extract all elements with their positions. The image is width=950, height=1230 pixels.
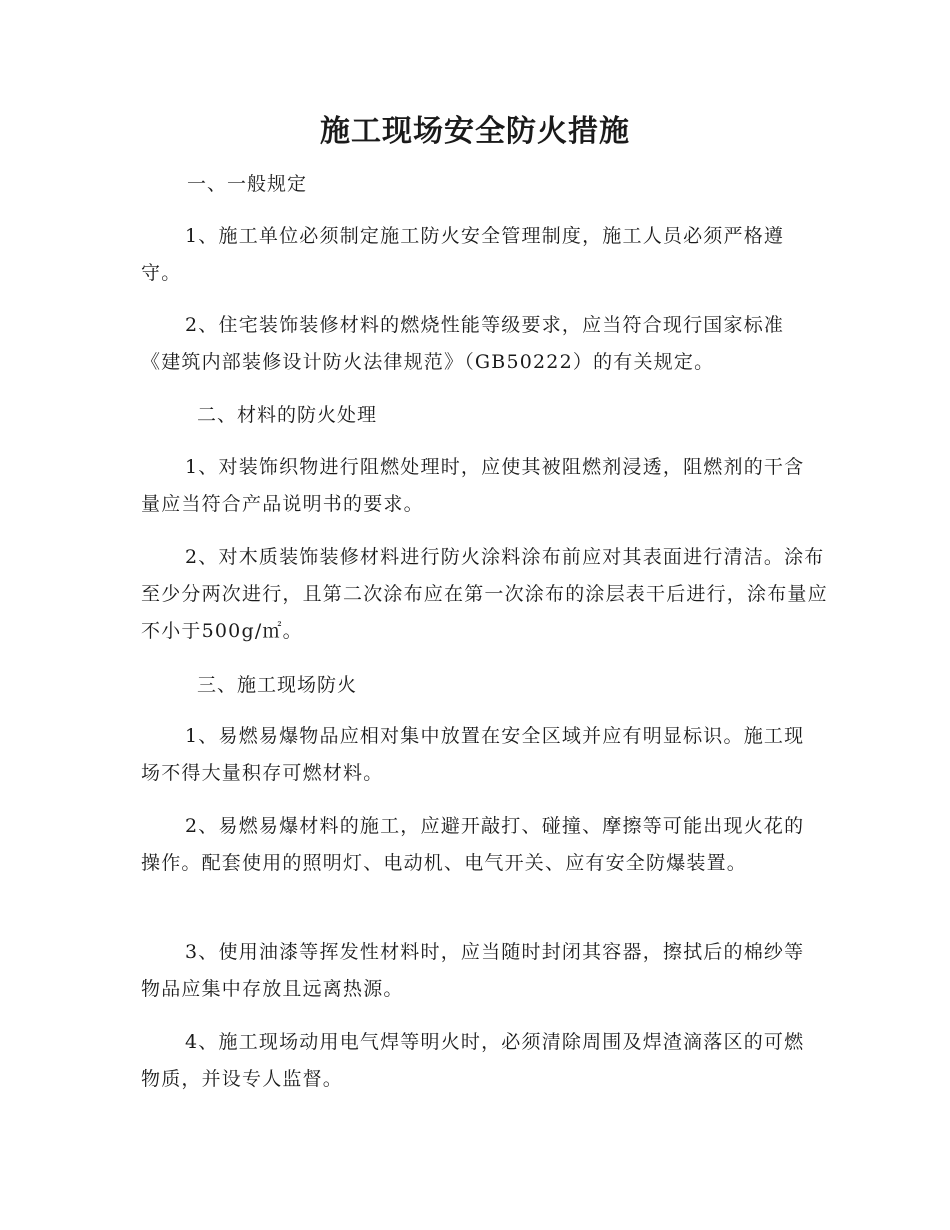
paragraph-site-fire-1: 1、易燃易爆物品应相对集中放置在安全区域并应有明显标识。施工现场不得大量积存可燃材料。 (141, 725, 805, 784)
section-heading-site-fire: 三、施工现场防火 (197, 674, 358, 696)
paragraph-general-2: 2、住宅装饰装修材料的燃烧性能等级要求，应当符合现行国家标准《建筑内部装修设计防火法律规范》（GB50222）的有关规定。 (141, 314, 785, 373)
paragraph-site-fire-4: 4、施工现场动用电气焊等明火时，必须清除周围及焊渣滴落区的可燃物质，并设专人监督。 (141, 1031, 805, 1090)
paragraph-material-2: 2、对木质装饰装修材料进行防火涂料涂布前应对其表面进行清洁。涂布至少分两次进行，且第二次涂布应在第一次涂布的涂层表干后进行，涂布量应不小于500g/㎡。 (141, 546, 828, 642)
section-heading-general: 一、一般规定 (187, 173, 308, 195)
section-heading-material: 二、材料的防火处理 (197, 404, 378, 426)
paragraph-general-1: 1、施工单位必须制定施工防火安全管理制度，施工人员必须严格遵守。 (141, 225, 785, 284)
paragraph-site-fire-2: 2、易燃易爆材料的施工，应避开敲打、碰撞、摩擦等可能出现火花的操作。配套使用的照明灯、电动机、电气开关、应有安全防爆装置。 (141, 815, 805, 874)
paragraph-material-1: 1、对装饰织物进行阻燃处理时，应使其被阻燃剂浸透，阻燃剂的干含量应当符合产品说明书的要求。 (141, 456, 805, 515)
paragraph-site-fire-3: 3、使用油漆等挥发性材料时，应当随时封闭其容器，擦拭后的棉纱等物品应集中存放且远离热源。 (141, 941, 805, 1000)
document-title: 施工现场安全防火措施 (320, 114, 630, 149)
